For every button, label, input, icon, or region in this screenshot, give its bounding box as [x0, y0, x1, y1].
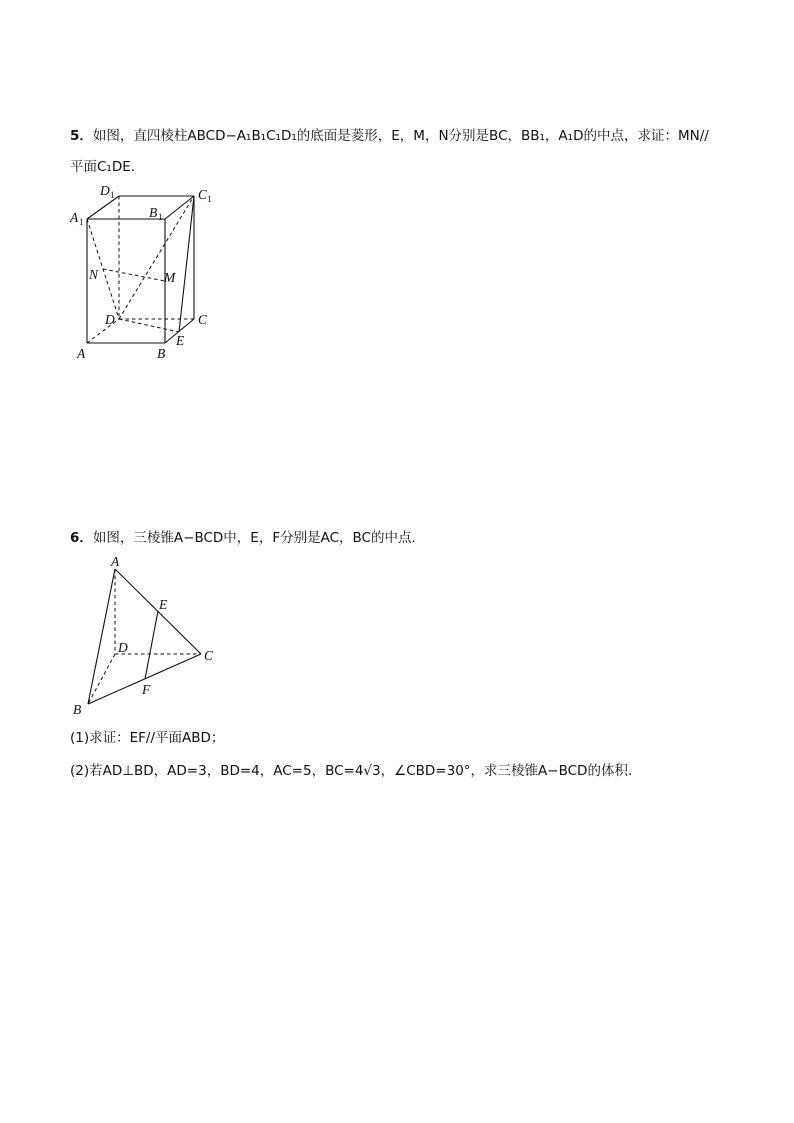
problem6-part1: (1)求证：EF//平面ABD； [70, 730, 225, 746]
label-F: F [142, 682, 151, 697]
problem6-statement: 如图，三棱锥A−BCD中，E，F分别是AC，BC的中点． [92, 530, 425, 546]
label-E: E [159, 597, 168, 612]
label-D1-sub: 1 [110, 190, 115, 200]
problem5-line1 [70, 124, 709, 144]
label-A1: A [70, 210, 79, 225]
problem5-number: 5． [70, 128, 93, 144]
label-A: A [111, 554, 120, 569]
label-B: B [157, 346, 166, 361]
problem5-statement: 如图，直四棱柱ABCD−A₁B₁C₁D₁的底面是菱形，E，M，N分别是BC，BB₁，A₁D的中点，求证：MN// [92, 128, 709, 144]
label-C: C [204, 648, 214, 663]
prism-figure [70, 182, 230, 364]
label-E: E [176, 333, 185, 348]
problem6-number: 6． [70, 530, 93, 546]
label-D: D [105, 312, 115, 327]
problem6-part2: (2)若AD⊥BD，AD=3，BD=4，AC=5，BC=4√3，∠CBD=30°，求三棱锥A−BCD的体积． [70, 763, 642, 779]
problem6-line1 [70, 526, 425, 546]
pyramid-figure [70, 550, 230, 720]
label-C1: C [198, 187, 208, 202]
label-A: A [77, 346, 86, 361]
label-B: B [73, 702, 82, 717]
label-D1: D [100, 183, 110, 198]
label-M: M [164, 270, 176, 285]
label-D: D [118, 640, 128, 655]
label-B1-sub: 1 [158, 212, 163, 222]
label-B1: B [149, 205, 158, 220]
label-N: N [89, 267, 99, 282]
label-A1-sub: 1 [79, 217, 84, 227]
label-C: C [198, 312, 208, 327]
problem5-line2: 平面C₁DE． [70, 159, 145, 175]
label-C1-sub: 1 [207, 194, 212, 204]
